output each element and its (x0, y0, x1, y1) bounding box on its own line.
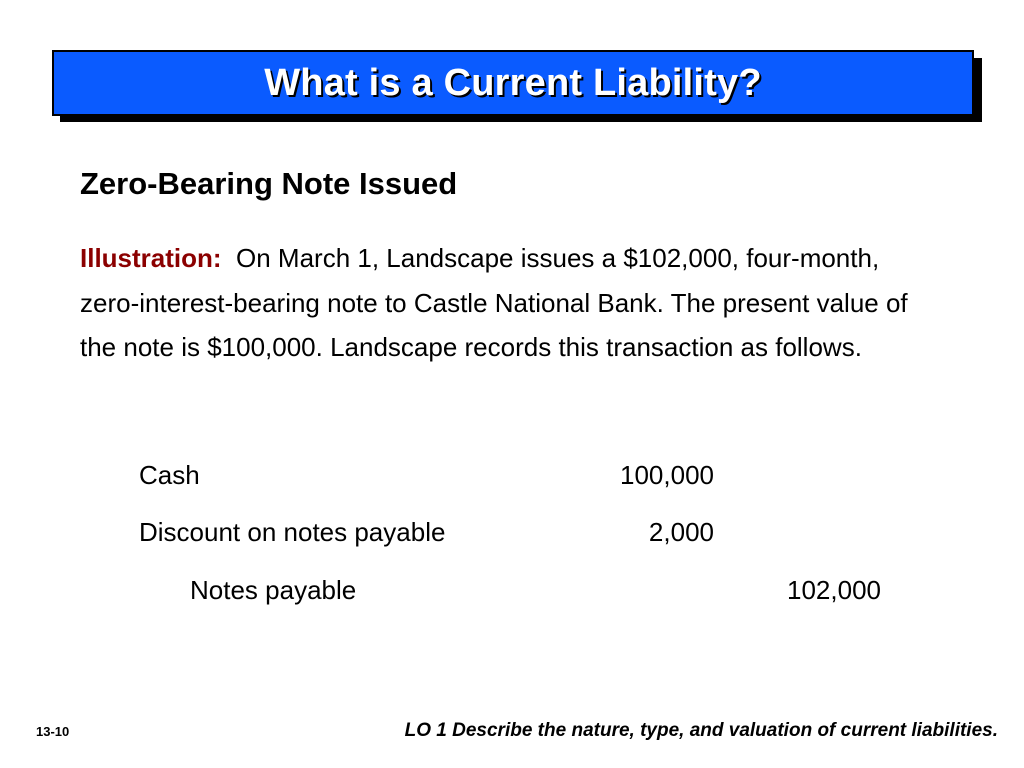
learning-objective: LO 1 Describe the nature, type, and valuation of current liabilities. (404, 720, 998, 741)
journal-credit-notes-payable: 102,000 (787, 575, 881, 605)
journal-account-discount: Discount on notes payable (139, 517, 446, 547)
journal-account-cash: Cash (139, 460, 200, 490)
journal-debit-cash: 100,000 (620, 460, 714, 490)
journal-debit-discount: 2,000 (648, 517, 714, 547)
slide-title: What is a Current Liability? (264, 61, 762, 104)
title-bar (52, 50, 974, 116)
journal-account-notes-payable: Notes payable (190, 575, 357, 605)
illustration-label: Illustration: (80, 243, 222, 273)
page-number: 13-10 (36, 724, 70, 739)
illustration-paragraph (80, 236, 930, 370)
slide-subtitle: Zero-Bearing Note Issued (80, 166, 458, 201)
illustration-text: On March 1, Landscape issues a $102,000, four-month, zero-interest-bearing note to Castle National Bank. The present value of the note is $100,000. Landscape records this transaction as follows. (80, 243, 908, 362)
